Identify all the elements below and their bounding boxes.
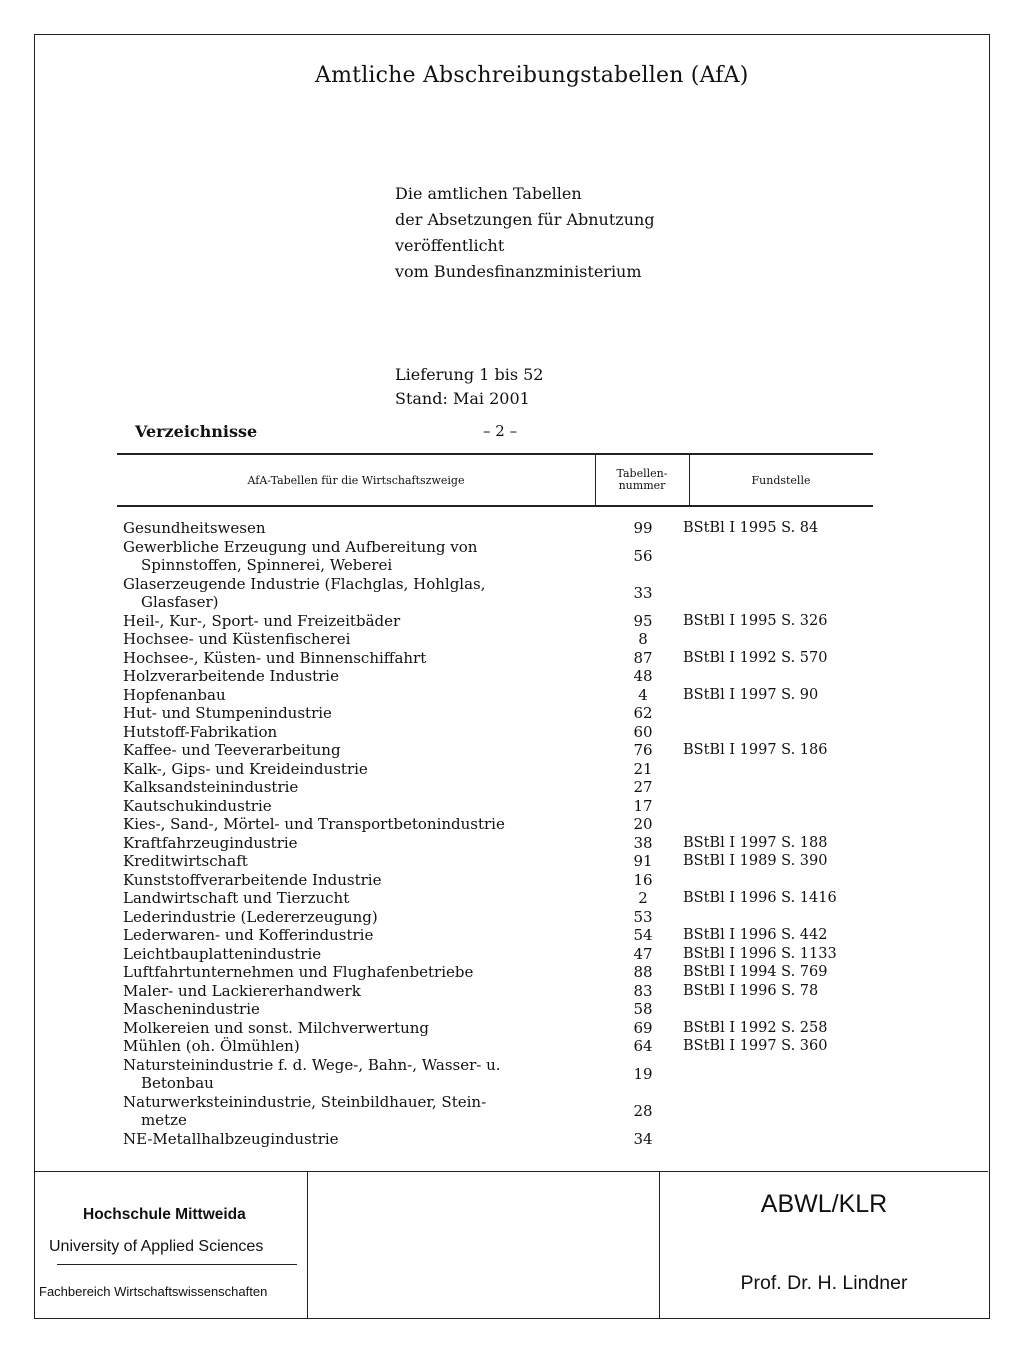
- sector-name: [123, 797, 601, 816]
- table-number: 2: [638, 889, 648, 907]
- sector-name-line: Leichtbauplattenindustrie: [123, 944, 322, 963]
- column-header-table-number: [595, 455, 690, 505]
- table-number: 4: [638, 685, 648, 704]
- source-reference: BStBl I 1992 S. 570: [683, 649, 828, 666]
- table-number: 83: [633, 981, 653, 1000]
- sector-name-line: Maler- und Lackiererhandwerk: [123, 981, 361, 1000]
- table-number: 99: [633, 519, 653, 537]
- table-number: 34: [633, 1129, 653, 1148]
- table-number: 69: [633, 1018, 653, 1037]
- table-row: [123, 797, 883, 816]
- table-row: [123, 686, 883, 705]
- table-row: [123, 1056, 883, 1093]
- table-number: 87: [633, 648, 653, 667]
- table-number: 88: [633, 963, 653, 981]
- sector-name: [123, 686, 601, 705]
- sector-name-line: Maschenindustrie: [123, 1000, 260, 1018]
- table-number: 27: [633, 778, 653, 796]
- sector-name: [123, 649, 601, 668]
- table-body: [123, 519, 883, 1148]
- table-number: 16: [633, 870, 653, 889]
- sector-name-line: Kautschukindustrie: [123, 796, 272, 815]
- table-row: [123, 889, 883, 908]
- table-number: 95: [633, 611, 653, 630]
- delivery-text: Lieferung 1 bis 52: [395, 365, 544, 384]
- sector-name-line: Heil-, Kur-, Sport- und Freizeitbäder: [123, 611, 401, 630]
- sector-name-line: Glasfaser): [141, 593, 219, 611]
- column-header-line: Tabellen-: [616, 467, 668, 480]
- table-number: 76: [633, 741, 653, 759]
- sector-name: [123, 760, 601, 779]
- table-row: [123, 834, 883, 853]
- sector-name-line: Hut- und Stumpenindustrie: [123, 704, 332, 722]
- table-row: [123, 649, 883, 668]
- sector-name-line: Landwirtschaft und Tierzucht: [123, 889, 350, 907]
- sector-name: [123, 630, 601, 649]
- sector-name: [123, 1000, 601, 1019]
- sector-name: [123, 889, 601, 908]
- university-name: Hochschule Mittweida: [83, 1206, 246, 1223]
- table-row: [123, 908, 883, 927]
- column-header-source: Fundstelle: [751, 473, 811, 487]
- professor-name: Prof. Dr. H. Lindner: [740, 1272, 908, 1294]
- intro-line: der Absetzungen für Abnutzung: [395, 210, 655, 229]
- sector-name: [123, 908, 601, 927]
- sector-name-line: Kies-, Sand-, Mörtel- und Transportbetonindustrie: [123, 815, 505, 833]
- column-header-line: nummer: [618, 479, 666, 492]
- sector-name: [123, 815, 601, 834]
- sector-name: [123, 871, 601, 890]
- sector-name-line: Lederindustrie (Ledererzeugung): [123, 907, 378, 926]
- source-reference: BStBl I 1997 S. 90: [683, 686, 819, 703]
- table-number: 48: [633, 667, 653, 685]
- table-row: [123, 575, 883, 612]
- table-row: [123, 1019, 883, 1038]
- sector-name-line: Kunststoffverarbeitende Industrie: [123, 870, 382, 889]
- table-row: [123, 1000, 883, 1019]
- sector-name-line: Gewerbliche Erzeugung und Aufbereitung von: [123, 537, 478, 556]
- sector-name: [123, 982, 601, 1001]
- sector-name-line: Kreditwirtschaft: [123, 852, 248, 870]
- sector-name: [123, 834, 601, 853]
- source-reference: BStBl I 1995 S. 84: [683, 520, 819, 536]
- sector-name: [123, 519, 601, 538]
- sector-name-line: Luftfahrtunternehmen und Flughafenbetriebe: [123, 963, 474, 981]
- sector-name-line: Kraftfahrzeugindustrie: [123, 833, 298, 852]
- table-row: [123, 926, 883, 945]
- sector-name-line: Betonbau: [141, 1074, 214, 1092]
- footer-empty-cell: [307, 1172, 660, 1319]
- table-number: 17: [633, 796, 653, 815]
- table-header: [117, 453, 873, 507]
- source-reference: BStBl I 1997 S. 188: [683, 834, 828, 851]
- source-reference: BStBl I 1996 S. 1416: [683, 890, 837, 906]
- table-row: [123, 1037, 883, 1056]
- table-row: [123, 963, 883, 982]
- table-row: [123, 667, 883, 686]
- document-title: Amtliche Abschreibungstabellen (AfA): [315, 63, 749, 88]
- table-number: 53: [633, 907, 653, 926]
- table-number: 62: [633, 704, 653, 722]
- sector-name: [123, 1019, 601, 1038]
- table-row: [123, 741, 883, 760]
- table-row: [123, 630, 883, 649]
- status-text: Stand: Mai 2001: [395, 389, 530, 408]
- sector-name-line: Hopfenanbau: [123, 685, 226, 704]
- sector-name-line: Natursteinindustrie f. d. Wege-, Bahn-, Wasser- u.: [123, 1055, 501, 1074]
- table-row: [123, 945, 883, 964]
- sector-name-line: NE-Metallhalbzeugindustrie: [123, 1129, 339, 1148]
- sector-name-line: Spinnstoffen, Spinnerei, Weberei: [141, 556, 393, 574]
- index-header: [135, 422, 877, 444]
- sector-name-line: Kalk-, Gips- und Kreideindustrie: [123, 759, 368, 778]
- source-reference: BStBl I 1994 S. 769: [683, 964, 828, 980]
- table-row: [123, 760, 883, 779]
- table-row: [123, 815, 883, 834]
- sector-name-line: Naturwerksteinindustrie, Steinbildhauer, Stein-: [123, 1092, 487, 1111]
- footer-institution-cell: [35, 1172, 308, 1319]
- footer-course-cell: [660, 1172, 988, 1319]
- source-reference: BStBl I 1989 S. 390: [683, 853, 828, 869]
- table-number: 33: [633, 583, 653, 602]
- sector-name: [123, 1130, 601, 1149]
- table-number: 8: [638, 630, 648, 648]
- table-row: [123, 538, 883, 575]
- table-row: [123, 778, 883, 797]
- sector-name-line: Glaserzeugende Industrie (Flachglas, Hohlglas,: [123, 574, 486, 593]
- table-number: 60: [633, 722, 653, 741]
- table-row: [123, 871, 883, 890]
- sector-name-line: Hutstoff-Fabrikation: [123, 722, 278, 741]
- sector-name-line: Holzverarbeitende Industrie: [123, 667, 339, 685]
- table-number: 28: [633, 1101, 653, 1120]
- index-title: Verzeichnisse: [135, 422, 258, 441]
- sector-name-line: Hochsee-, Küsten- und Binnenschiffahrt: [123, 648, 427, 667]
- table-number: 20: [633, 815, 653, 833]
- sector-name: [123, 1037, 601, 1056]
- sector-name-line: Gesundheitswesen: [123, 519, 266, 537]
- sector-name: [123, 612, 601, 631]
- delivery-block: [395, 363, 543, 411]
- table-row: [123, 612, 883, 631]
- divider: [57, 1264, 297, 1265]
- intro-line: veröffentlicht: [395, 236, 505, 255]
- sector-name: [123, 667, 601, 686]
- source-reference: BStBl I 1996 S. 78: [683, 982, 819, 999]
- table-number: 38: [633, 833, 653, 852]
- column-header-sector: AfA-Tabellen für die Wirtschaftszweige: [117, 455, 596, 505]
- sector-name: [123, 538, 601, 575]
- sector-name: [123, 741, 601, 760]
- table-row: [123, 1130, 883, 1149]
- slide-frame: [34, 34, 990, 1319]
- sector-name: [123, 926, 601, 945]
- table-number: 19: [633, 1064, 653, 1083]
- sector-name: [123, 852, 601, 871]
- sector-name: [123, 945, 601, 964]
- sector-name: [123, 778, 601, 797]
- intro-line: Die amtlichen Tabellen: [395, 184, 582, 203]
- course-title: ABWL/KLR: [760, 1190, 888, 1218]
- table-number: 47: [633, 944, 653, 963]
- sector-name: [123, 704, 601, 723]
- sector-name-line: metze: [141, 1111, 187, 1129]
- source-reference: BStBl I 1997 S. 360: [683, 1038, 828, 1054]
- table-row: [123, 1093, 883, 1130]
- table-row: [123, 982, 883, 1001]
- sector-name-line: Mühlen (oh. Ölmühlen): [123, 1037, 300, 1055]
- table-row: [123, 704, 883, 723]
- university-subtitle: University of Applied Sciences: [49, 1238, 264, 1255]
- department-name: Fachbereich Wirtschaftswissenschaften: [39, 1284, 268, 1299]
- intro-line: vom Bundesfinanzministerium: [395, 262, 642, 281]
- table-number: 91: [633, 852, 653, 870]
- source-reference: BStBl I 1995 S. 326: [683, 612, 828, 629]
- table-number: 64: [633, 1037, 653, 1055]
- sector-name: [123, 1056, 601, 1093]
- source-reference: BStBl I 1997 S. 186: [683, 742, 828, 758]
- table-row: [123, 852, 883, 871]
- sector-name-line: Kaffee- und Teeverarbeitung: [123, 741, 341, 759]
- footer: [35, 1171, 988, 1319]
- table-row: [123, 723, 883, 742]
- scanned-document: [35, 35, 988, 1171]
- sector-name-line: Lederwaren- und Kofferindustrie: [123, 926, 374, 944]
- source-reference: BStBl I 1992 S. 258: [683, 1019, 828, 1036]
- sector-name: [123, 723, 601, 742]
- sector-name: [123, 575, 601, 612]
- source-reference: BStBl I 1996 S. 1133: [683, 945, 837, 962]
- table-row: [123, 519, 883, 538]
- table-number: 56: [633, 546, 653, 565]
- source-reference: BStBl I 1996 S. 442: [683, 927, 828, 943]
- sector-name-line: Kalksandsteinindustrie: [123, 778, 299, 796]
- page-number: – 2 –: [483, 422, 518, 440]
- table-number: 58: [633, 1000, 653, 1018]
- table-number: 21: [633, 759, 653, 778]
- table-number: 54: [633, 926, 653, 944]
- sector-name-line: Hochsee- und Küstenfischerei: [123, 630, 351, 648]
- sector-name: [123, 1093, 601, 1130]
- intro-block: [395, 181, 655, 285]
- sector-name-line: Molkereien und sonst. Milchverwertung: [123, 1018, 430, 1037]
- sector-name: [123, 963, 601, 982]
